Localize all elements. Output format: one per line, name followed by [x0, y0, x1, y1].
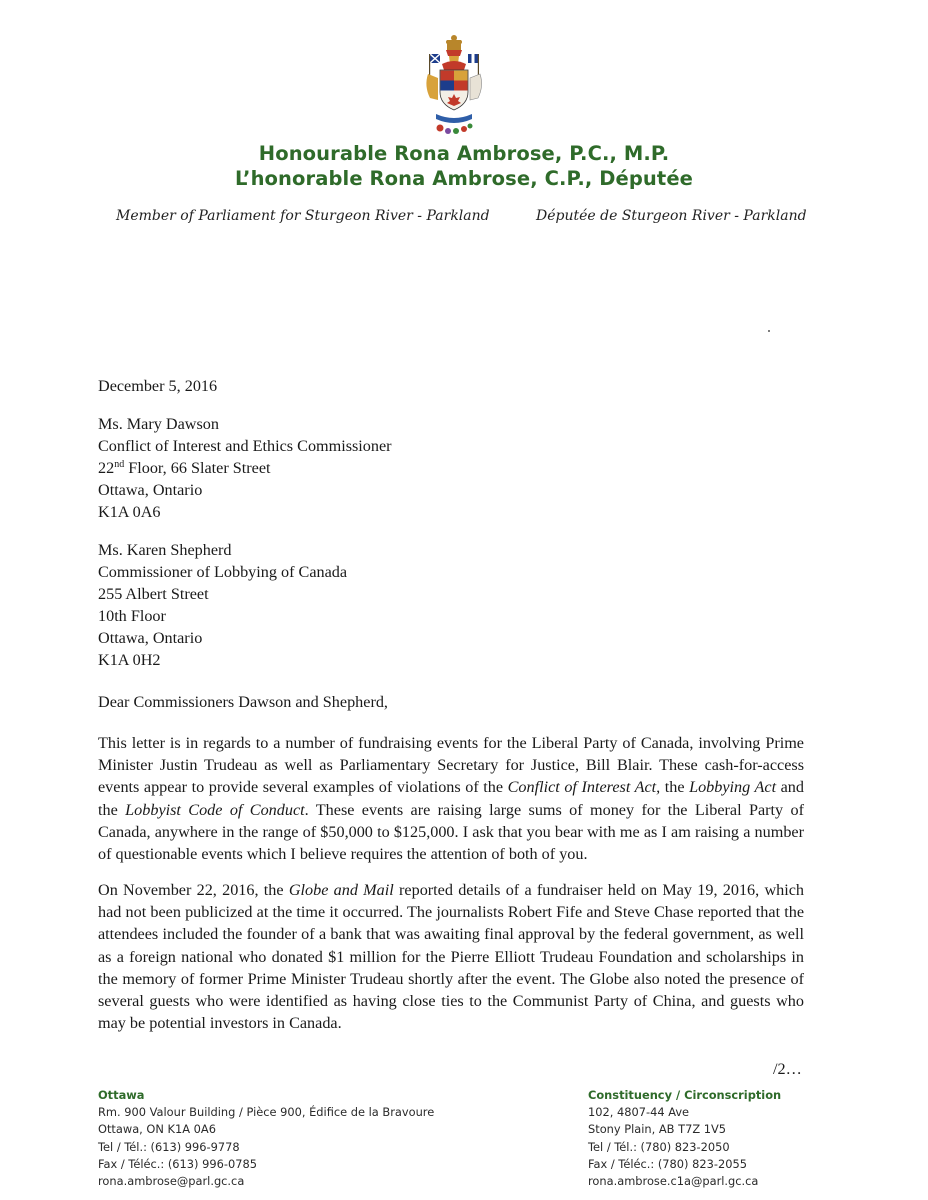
- floor-number: 22: [98, 459, 115, 477]
- recipient-street: 255 Albert Street: [98, 585, 209, 603]
- footer-fax: Fax / Téléc.: (613) 996-0785: [98, 1156, 257, 1171]
- paragraph-2: [98, 879, 804, 1034]
- coat-of-arms-icon: [418, 34, 490, 138]
- footer-email: rona.ambrose.c1a@parl.gc.ca: [588, 1174, 759, 1189]
- recipient-title: Conflict of Interest and Ethics Commissioner: [98, 437, 392, 455]
- page-continuation: /2…: [773, 1060, 802, 1078]
- riding-en: Member of Parliament for Sturgeon River - Parkland: [116, 208, 490, 224]
- letterhead-name-en: Honourable Rona Ambrose, P.C., M.P.: [258, 142, 670, 165]
- footer-heading: Constituency / Circonscription: [588, 1088, 782, 1102]
- para2-text-1: On November 22, 2016, the: [98, 881, 289, 899]
- floor-ordinal: nd: [114, 459, 125, 470]
- floor-street: Floor, 66 Slater Street: [124, 459, 271, 477]
- letterhead-name-fr: L’honorable Rona Ambrose, C.P., Députée: [235, 167, 693, 190]
- recipient-city: Ottawa, Ontario: [98, 629, 203, 647]
- para1-text-2: the: [660, 778, 690, 797]
- riding-fr: Députée de Sturgeon River - Parkland: [536, 208, 807, 224]
- recipient-street: [98, 459, 271, 478]
- footer-fax: Fax / Téléc.: (780) 823-2055: [588, 1156, 747, 1171]
- recipient-name: Ms. Mary Dawson: [98, 415, 219, 433]
- footer-tel: Tel / Tél.: (780) 823-2050: [588, 1139, 730, 1154]
- footer-address-1: Rm. 900 Valour Building / Pièce 900, Édifice de la Bravoure: [98, 1105, 435, 1120]
- footer-heading: Ottawa: [98, 1088, 145, 1102]
- footer-tel: Tel / Tél.: (613) 996-9778: [98, 1139, 240, 1154]
- paragraph-1: [98, 732, 804, 865]
- recipient-postal: K1A 0H2: [98, 651, 161, 669]
- para1-text-1: This letter is in regards to a number of fundraising events for the Liberal Party of Canada, involving Prime Minister Justin Trudeau as well as Parliamentary Secretary for Justice, Bill Blair. These cash-for-access events appear to provide several examples of violations of the: [98, 734, 804, 797]
- footer-constituency: [588, 1087, 781, 1190]
- footer-email: rona.ambrose@parl.gc.ca: [98, 1174, 245, 1189]
- para1-italic-3: Lobbyist Code of Conduct: [125, 800, 305, 819]
- footer-address-2: Ottawa, ON K1A 0A6: [98, 1122, 216, 1137]
- footer-ottawa: [98, 1087, 434, 1190]
- footer-address-2: Stony Plain, AB T7Z 1V5: [588, 1122, 727, 1137]
- footer-address-1: 102, 4807-44 Ave: [588, 1105, 690, 1120]
- salutation: Dear Commissioners Dawson and Shepherd,: [98, 693, 388, 711]
- letter-date: December 5, 2016: [98, 377, 218, 395]
- para1-text-4: . These events are raising large sums of money for the Liberal Party of Canada, anywhere in the range of $50,000 to $125,000. I ask that you bear with me as I am raising a number of questionable events which I believe requires the attention of both of you.: [98, 800, 804, 864]
- recipient-floor: 10th Floor: [98, 607, 166, 625]
- para1-italic-1: Conflict of Interest Act,: [507, 778, 661, 797]
- para1-text-3: and the: [98, 778, 804, 819]
- recipient-city: Ottawa, Ontario: [98, 481, 203, 499]
- scan-speck: [768, 330, 770, 332]
- para2-italic-1: Globe and Mail: [288, 881, 394, 899]
- recipient-postal: K1A 0A6: [98, 503, 161, 521]
- recipient-name: Ms. Karen Shepherd: [98, 541, 232, 559]
- recipient-title: Commissioner of Lobbying of Canada: [98, 563, 348, 581]
- para1-italic-2: Lobbying Act: [689, 778, 777, 797]
- para2-text-2: reported details of a fundraiser held on May 19, 2016, which had not been publicized at the time it occurred. The journalists Robert Fife and Steve Chase reported that the attendees included the founder of a bank that was awaiting final approval by the federal government, as well as a foreign national who donated $1 million for the Pierre Elliott Trudeau Foundation and scholarships in the memory of former Prime Minister Trudeau shortly after the event. The Globe also noted the presence of several guests who were identified as having close ties to the Communist Party of China, and guests who may be potential investors in Canada.: [98, 881, 805, 1033]
